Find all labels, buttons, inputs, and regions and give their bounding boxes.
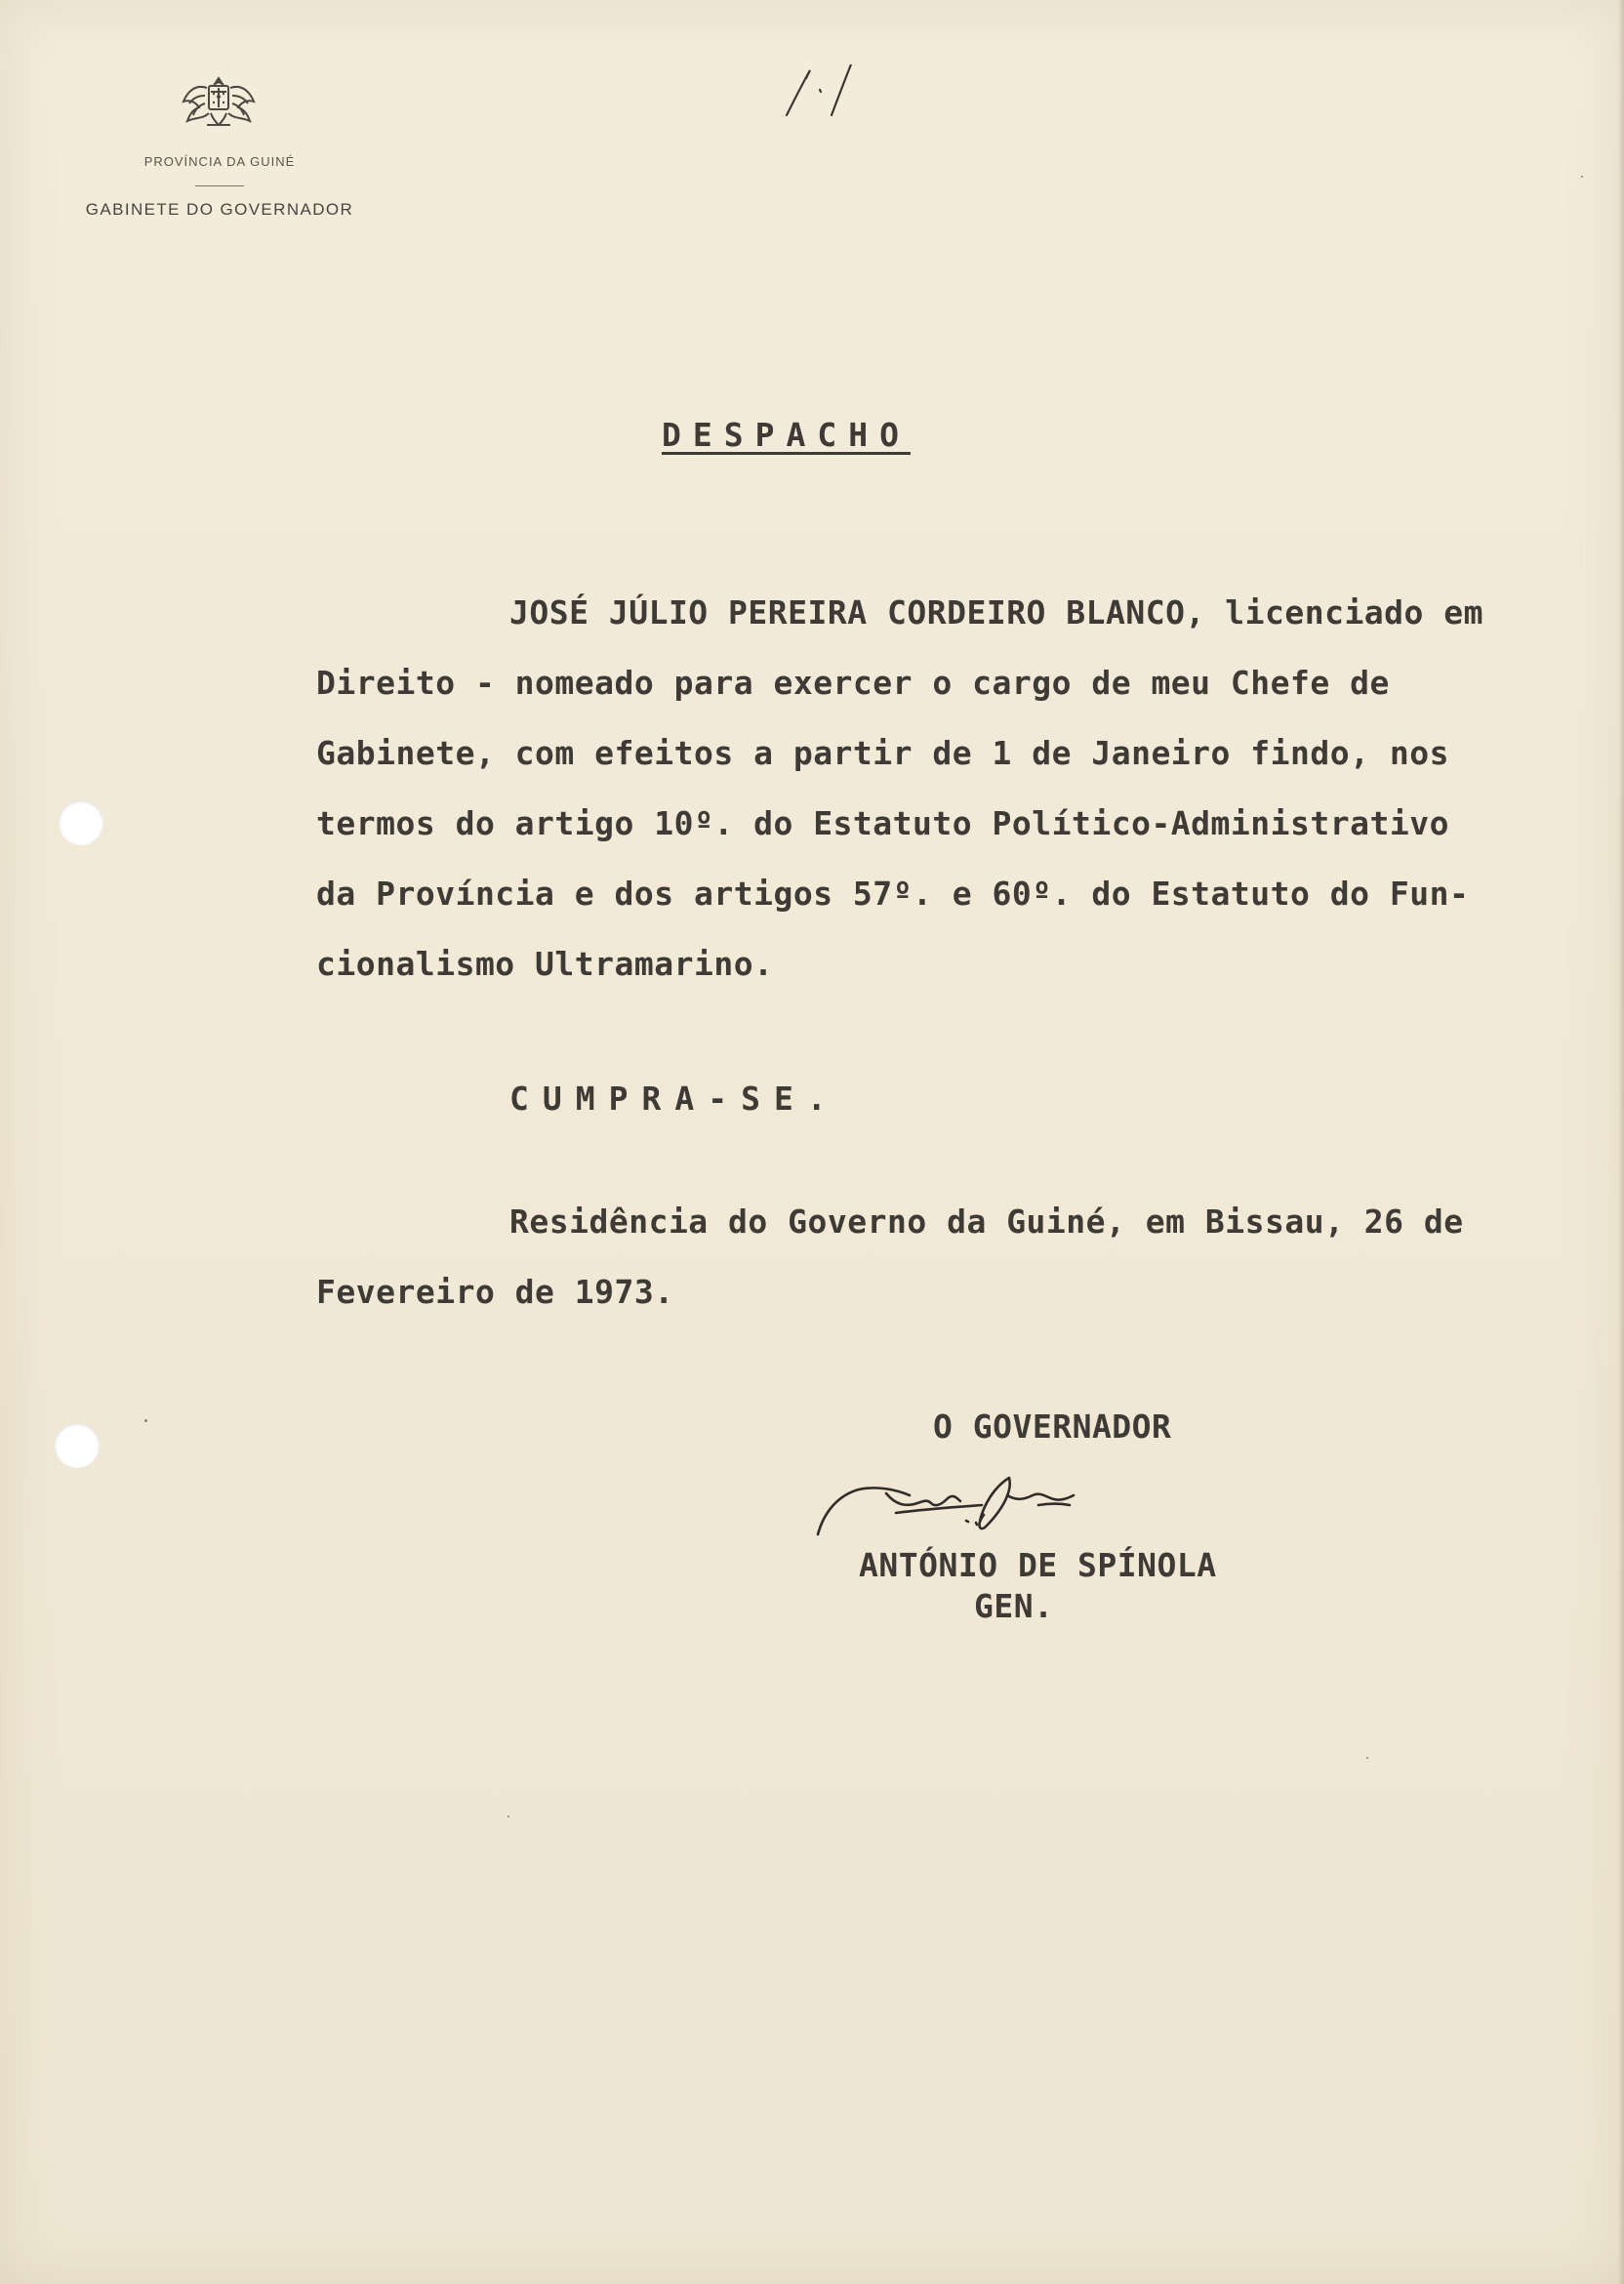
handwritten-signature <box>808 1445 1159 1562</box>
handwritten-page-reference <box>781 57 859 125</box>
letterhead-province: PROVÍNCIA DA GUINÉ <box>143 154 296 169</box>
paragraph-line: JOSÉ JÚLIO PEREIRA CORDEIRO BLANCO, licenciado em <box>509 593 1484 632</box>
paper-speck <box>508 1815 509 1817</box>
order-text: CUMPRA-SE. <box>509 1080 840 1118</box>
paragraph-line: Gabinete, com efeitos a partir de 1 de Janeiro findo, nos <box>316 734 1449 772</box>
punch-hole <box>55 1423 100 1468</box>
signatory-rank: GEN. <box>974 1587 1054 1625</box>
closing-line: Fevereiro de 1973. <box>316 1273 674 1311</box>
letterhead-divider <box>195 185 244 186</box>
closing-line: Residência do Governo da Guiné, em Bissau, 26 de <box>509 1203 1464 1241</box>
document-title: DESPACHO <box>662 416 911 454</box>
paragraph-line: da Província e dos artigos 57º. e 60º. do Estatuto do Fun- <box>316 875 1470 913</box>
portuguese-coat-of-arms-icon <box>178 70 260 135</box>
signatory-role: O GOVERNADOR <box>933 1407 1172 1446</box>
paragraph-line: Direito - nomeado para exercer o cargo de meu Chefe de <box>316 664 1390 702</box>
paper-speck <box>1581 176 1583 178</box>
paragraph-line: cionalismo Ultramarino. <box>316 945 774 983</box>
letterhead-office: GABINETE DO GOVERNADOR <box>85 200 354 219</box>
paper-speck <box>1366 1757 1368 1759</box>
paragraph-line: termos do artigo 10º. do Estatuto Político-Administrativo <box>316 804 1449 842</box>
page-edge-shadow <box>1618 0 1624 2284</box>
punch-hole <box>59 800 103 845</box>
paper-speck <box>144 1419 147 1422</box>
signatory-name: ANTÓNIO DE SPÍNOLA <box>859 1546 1217 1584</box>
